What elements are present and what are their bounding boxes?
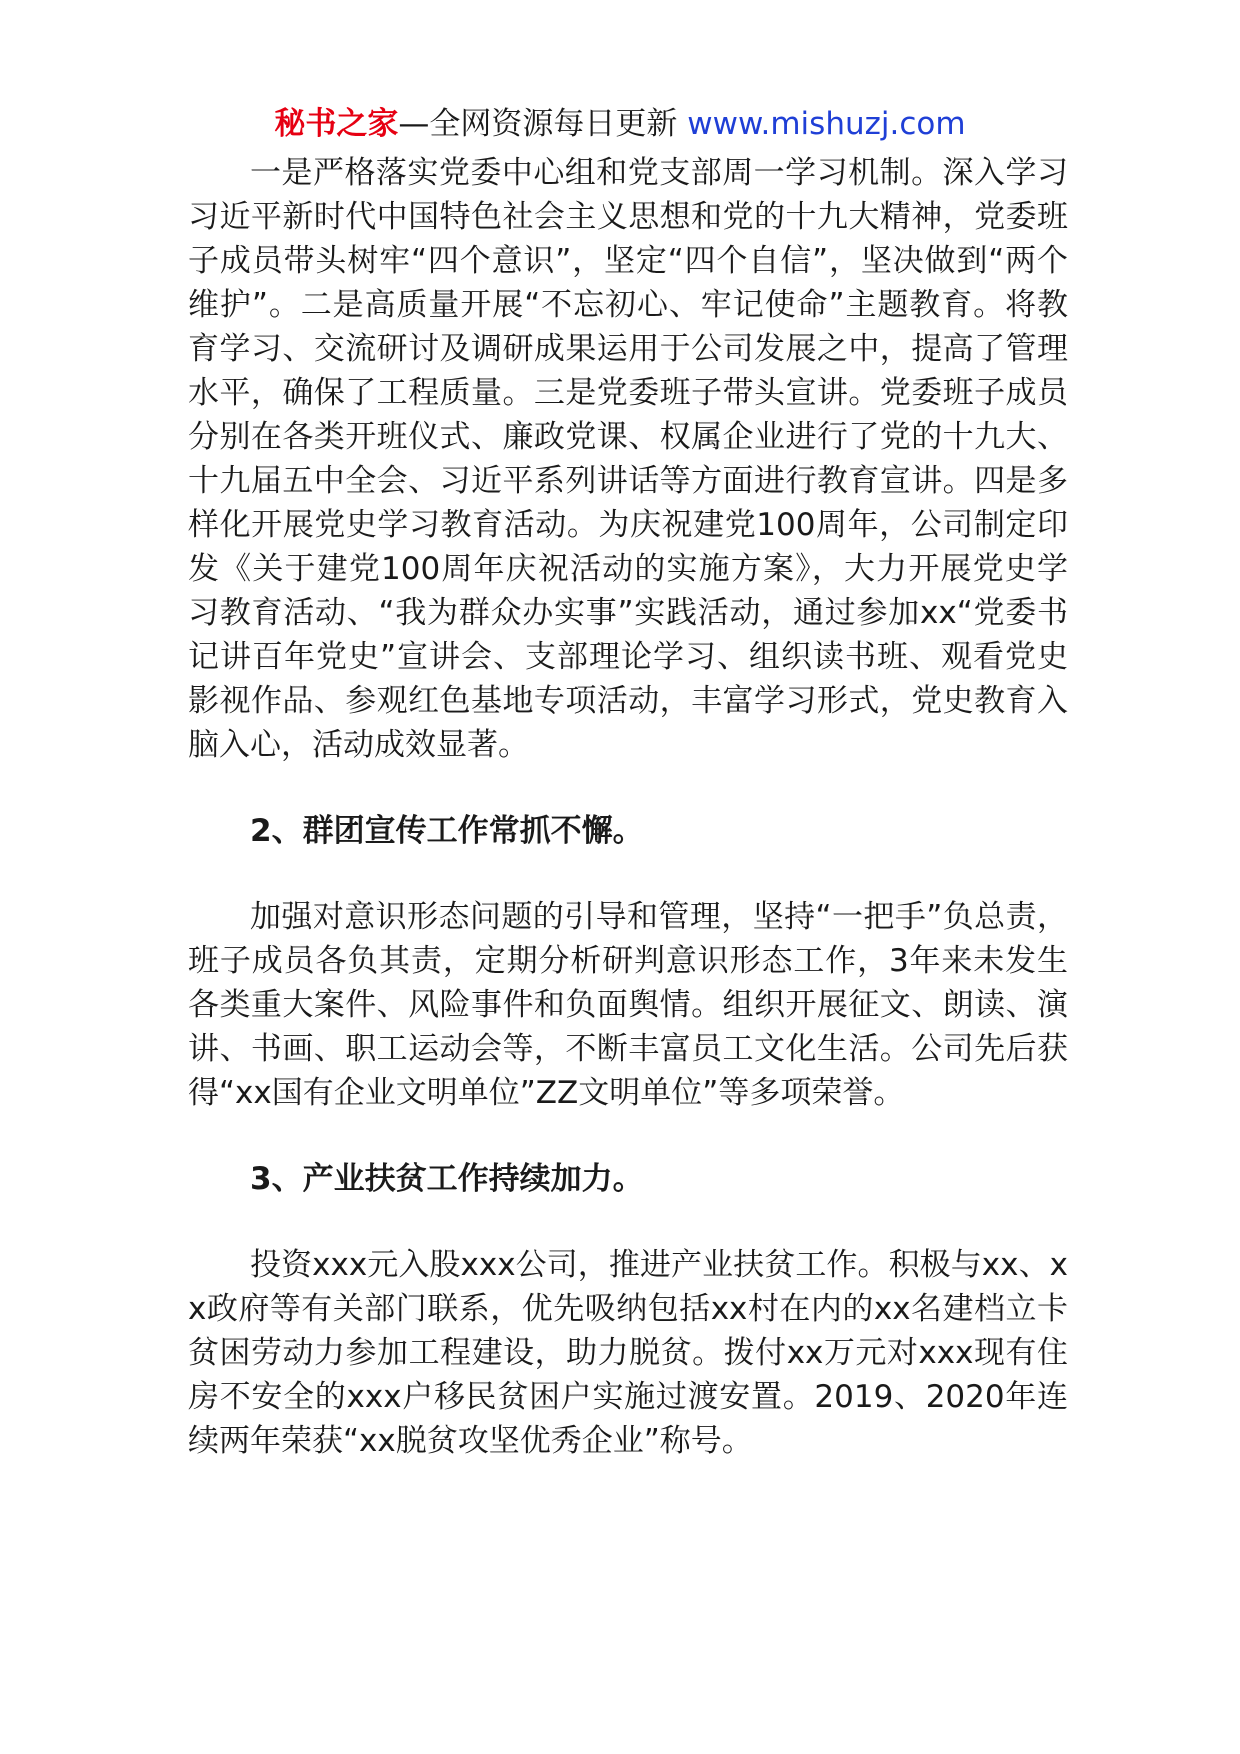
brand-name: 秘书之家 <box>274 106 399 142</box>
paragraph-spacer <box>188 853 1068 895</box>
paragraph-spacer <box>188 767 1068 809</box>
paragraph-poverty-alleviation: 投资xxx元入股xxx公司，推进产业扶贫工作。积极与xx、xx政府等有关部门联系，优先吸纳包括xx村在内的xx名建档立卡贫困劳动力参加工程建设，助力脱贫。拨付xx万元对xxx现有住房不安全的xxx户移民贫困户实施过渡安置。2019、2020年连续两年荣获“xx脱贫攻坚优秀企业”称号。 <box>188 1247 1068 1459</box>
paragraph-publicity: 加强对意识形态问题的引导和管理，坚持“一把手”负总责，班子成员各负其责，定期分析研判意识形态工作，3年来未发生各类重大案件、风险事件和负面舆情。组织开展征文、朗读、演讲、书画、职工运动会等，不断丰富员工文化生活。公司先后获得“xx国有企业文明单位”ZZ文明单位”等多项荣誉。 <box>188 899 1068 1111</box>
paragraph-party-study: 一是严格落实党委中心组和党支部周一学习机制。深入学习习近平新时代中国特色社会主义思想和党的十九大精神，党委班子成员带头树牢“四个意识”，坚定“四个自信”，坚决做到“两个维护”。二是高质量开展“不忘初心、牢记使命”主题教育。将教育学习、交流研讨及调研成果运用于公司发展之中，提高了管理水平，确保了工程质量。三是党委班子带头宣讲。党委班子成员分别在各类开班仪式、廉政党课、权属企业进行了党的十九大、十九届五中全会、习近平系列讲话等方面进行教育宣讲。四是多样化开展党史学习教育活动。为庆祝建党100周年，公司制定印发《关于建党100周年庆祝活动的实施方案》，大力开展党史学习教育活动、“我为群众办实事”实践活动，通过参加xx“党委书记讲百年党史”宣讲会、支部理论学习、组织读书班、观看党史影视作品、参观红色基地专项活动，丰富学习形式，党史教育入脑入心，活动成效显著。 <box>188 155 1068 763</box>
site-url-link[interactable]: www.mishuzj.com <box>687 106 966 142</box>
document-body <box>188 151 1068 1463</box>
paragraph-spacer <box>188 1201 1068 1243</box>
section-heading-poverty-alleviation: 3、产业扶贫工作持续加力。 <box>250 1161 644 1197</box>
paragraph-spacer <box>188 1115 1068 1157</box>
header-slogan: —全网资源每日更新 <box>398 106 678 142</box>
section-heading-publicity: 2、群团宣传工作常抓不懈。 <box>250 813 644 849</box>
page-header <box>0 102 1240 146</box>
